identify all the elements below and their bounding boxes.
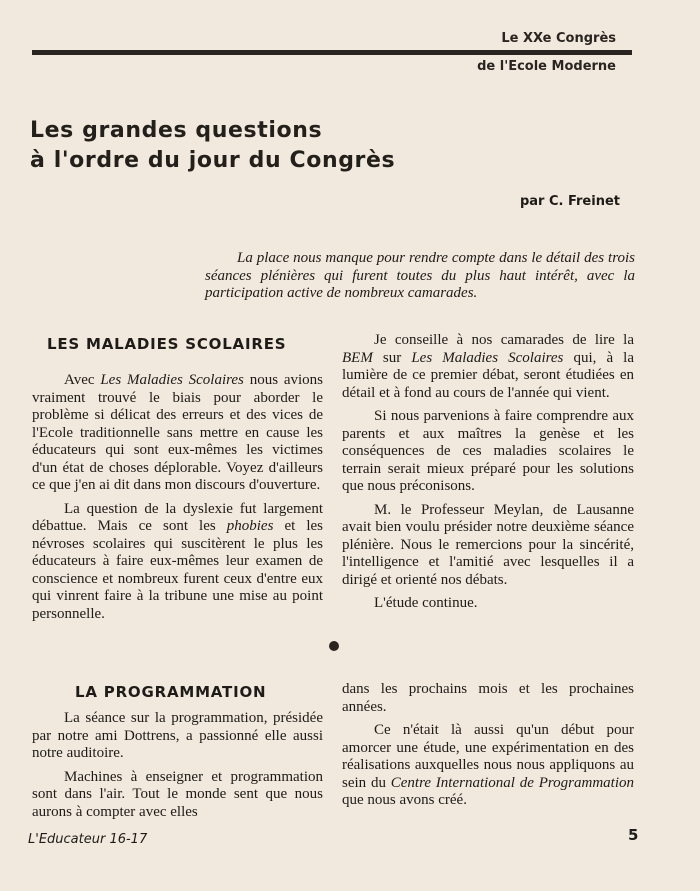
paragraph: La question de la dyslexie fut largement débattue. Mais ce sont les phobies et les névroses scolaires qui suscitèrent le plus les éducateurs à faire eux-mêmes leur examen de conscience et nombreux furent ceux d'entre eux qui vinrent faire à la tribune une mise au point personnelle.	[32, 500, 323, 622]
paragraph: Je conseille à nos camarades de lire la BEM sur Les Maladies Scolaires qui, à la lumière de ce premier débat, seront étudiées en détail et à fond au cours de l'année qui vient.	[342, 332, 634, 401]
running-header-line1: Le XXe Congrès	[501, 31, 616, 46]
paragraph: La séance sur la programmation, présidée par notre ami Dottrens, a passionné elle aussi notre auditoire.	[32, 710, 323, 761]
paragraph: L'étude continue.	[374, 595, 478, 611]
article-title	[30, 116, 630, 176]
section-separator-dot	[329, 641, 339, 651]
header-rule	[32, 50, 632, 55]
intro-text: La place nous manque pour rendre compte dans le détail des trois séances plénières qui furent toutes du plus haut intérêt, avec la participation active de nombreux camarades.	[205, 250, 635, 301]
page-number: 5	[628, 826, 639, 844]
title-line-1: Les grandes questions	[30, 118, 323, 143]
title-line-2: à l'ordre du jour du Congrès	[30, 148, 396, 173]
paragraph: Si nous parvenions à faire comprendre aux parents et aux maîtres la genèse et les conséquences de ces maladies scolaires le terrain serait mieux préparé pour les solutions que nous préconisons.	[342, 408, 634, 494]
section2-left-column	[32, 710, 323, 827]
paragraph: Avec Les Maladies Scolaires nous avions vraiment trouvé le biais pour aborder le problème si délicat des erreurs et des vices de l'Ecole traditionnelle sans mettre en cause les éducateurs qui sont eux-mêmes les victimes d'un état de choses déplorable. Voyez d'ailleurs ce que j'en ai dit dans mon discours d'ouverture.	[32, 372, 323, 493]
section2-right-column	[342, 681, 634, 816]
paragraph: Machines à enseigner et programmation sont dans l'air. Tout le monde sent que nous aurons à compter avec elles	[32, 768, 323, 820]
running-header-line2: de l'Ecole Moderne	[477, 59, 616, 74]
section1-left-column	[32, 372, 323, 629]
section1-right-column	[342, 332, 634, 619]
article-intro	[205, 250, 635, 303]
paragraph: dans les prochains mois et les prochaines années.	[342, 681, 634, 715]
article-author: par C. Freinet	[519, 194, 620, 209]
paragraph: Ce n'était là aussi qu'un début pour amorcer une étude, une expérimentation en des réalisations auxquelles nous nous appliquons au sein du Centre International de Programmation que nous avons créé.	[342, 722, 634, 808]
section-title-programmation: LA PROGRAMMATION	[75, 683, 267, 701]
section-title-maladies: LES MALADIES SCOLAIRES	[47, 335, 287, 353]
journal-footer: L'Educateur 16-17	[28, 832, 148, 847]
paragraph: M. le Professeur Meylan, de Lausanne avait bien voulu présider notre deuxième séance plénière. Nous le remercions pour la sincérité, l'intelligence et l'amitié avec lesquelles il a dirigé et orienté nos débats.	[342, 501, 634, 588]
